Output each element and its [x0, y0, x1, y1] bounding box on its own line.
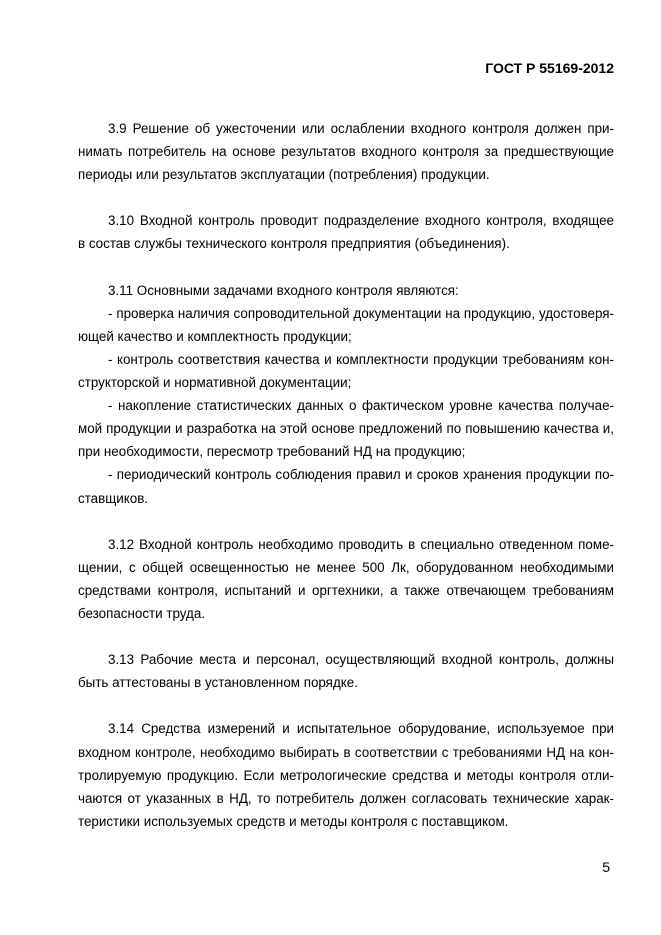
text-line: входном контроле, необходимо выбирать в соответствии с требованиями НД на кон- — [78, 744, 614, 760]
text-line: теристики используемых средств и методы контроля с поставщиком. — [78, 813, 509, 829]
list-item-line: ставщиков. — [78, 490, 149, 506]
text-line: 3.9 Решение об ужесточении или ослаблении входного контроля должен при- — [108, 121, 614, 136]
paragraph-3-11 — [78, 279, 614, 510]
list-item-line: - проверка наличия сопроводительной документации на продукцию, удостоверя- — [108, 305, 614, 321]
text-line: в состав службы технического контроля предприятия (объединения). — [78, 236, 510, 252]
paragraph-3-9 — [78, 117, 614, 186]
text-line: тролируемую продукцию. Если метрологические средства и методы контроля отли- — [78, 767, 614, 783]
text-line: 3.13 Рабочие места и персонал, осуществляющий входной контроль, должны — [108, 652, 614, 668]
list-item-line: при необходимости, пересмотр требований НД на продукцию; — [78, 444, 466, 460]
text-line: чаются от указанных в НД, то потребитель должен согласовать технические харак- — [78, 790, 614, 806]
paragraph-3-10 — [78, 209, 614, 255]
text-line: щении, с общей освещенностью не менее 500 Лк, оборудованном необходимыми — [78, 559, 614, 575]
list-item-line: - периодический контроль соблюдения правил и сроков хранения продукции по- — [108, 467, 614, 483]
list-item-line: ющей качество и комплектность продукции; — [78, 328, 352, 344]
list-item-line: структорской и нормативной документации; — [78, 375, 352, 391]
text-line: нимать потребитель на основе результатов входного контроля за предшествующие — [78, 144, 614, 160]
page-number: 5 — [602, 859, 610, 875]
document-header: ГОСТ Р 55169-2012 — [485, 60, 614, 76]
text-line: безопасности труда. — [78, 605, 206, 621]
list-item-line: мой продукции и разработка на этой основе предложений по повышению качества и, — [78, 421, 614, 437]
text-line: 3.10 Входной контроль проводит подразделение входного контроля, входящее — [108, 213, 614, 229]
list-item-line: - накопление статистических данных о фактическом уровне качества получае- — [108, 398, 614, 414]
list-item-line: - контроль соответствия качества и комплектности продукции требованиям кон- — [108, 351, 614, 367]
text-line: быть аттестованы в установленном порядке. — [78, 675, 358, 691]
text-line: 3.11 Основными задачами входного контроля являются: — [108, 282, 459, 298]
text-line: 3.14 Средства измерений и испытательное оборудование, используемое при — [108, 721, 614, 737]
text-line: периоды или результатов эксплуатации (потребления) продукции. — [78, 167, 490, 183]
text-line: средствами контроля, испытаний и оргтехники, а также отвечающем требованиям — [78, 582, 614, 598]
paragraph-3-12 — [78, 533, 614, 625]
text-line: 3.12 Входной контроль необходимо проводить в специально отведенном поме- — [108, 536, 614, 552]
document-body — [78, 117, 614, 856]
paragraph-3-13 — [78, 648, 614, 694]
paragraph-3-14 — [78, 717, 614, 832]
